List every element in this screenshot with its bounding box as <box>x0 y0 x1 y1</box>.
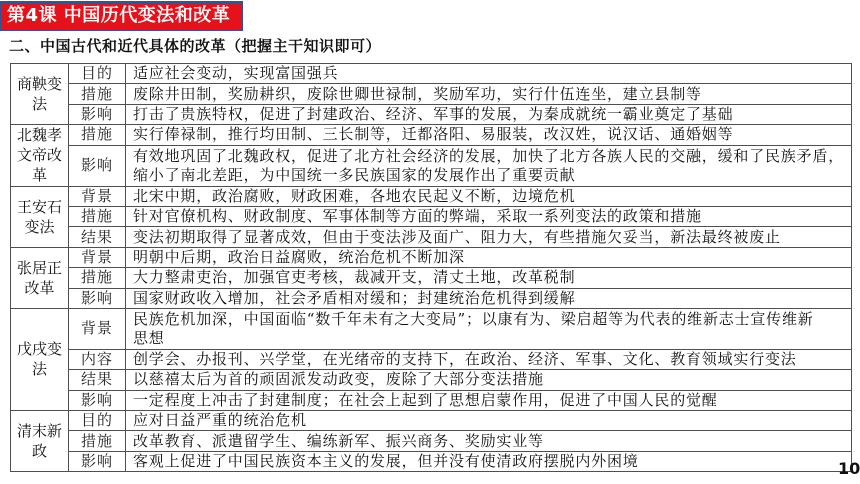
aspect-label: 影响 <box>69 451 126 471</box>
content-line: 缩小了南北差距，为中国统一多民族国家的发展作出了重要贡献 <box>133 165 576 184</box>
aspect-label: 措施 <box>69 84 126 104</box>
table-row <box>11 308 852 349</box>
table-row <box>11 370 852 390</box>
reform-name: 清末新政 <box>11 411 69 472</box>
table-row <box>11 227 852 247</box>
reform-table <box>10 63 852 472</box>
reform-name: 戊戌变法 <box>11 308 69 410</box>
aspect-content <box>126 186 852 206</box>
table-row <box>11 288 852 308</box>
aspect-label: 影响 <box>69 390 126 410</box>
table-row <box>11 390 852 410</box>
content-line: 思想 <box>133 328 165 347</box>
aspect-content <box>126 370 852 390</box>
content-line: 创学会、办报刊、兴学堂，在光绪帝的支持下，在政治、经济、军事、文化、教育领域实行变法 <box>133 350 797 369</box>
content-line: 针对官僚机构、财政制度、军事体制等方面的弊端，采取一系列变法的政策和措施 <box>133 207 702 226</box>
aspect-label: 内容 <box>69 349 126 369</box>
content-line: 实行俸禄制，推行均田制、三长制等，迁都洛阳、易服装，改汉姓，说汉话、通婚姻等 <box>133 125 734 144</box>
table-row <box>11 349 852 369</box>
aspect-label: 措施 <box>69 431 126 451</box>
table-row <box>11 431 852 451</box>
reform-name: 王安石变法 <box>11 186 69 247</box>
table-row <box>11 84 852 104</box>
aspect-label: 影响 <box>69 104 126 124</box>
table-row <box>11 104 852 124</box>
aspect-content <box>126 227 852 247</box>
table-row <box>11 451 852 471</box>
table-row <box>11 247 852 267</box>
lesson-title: 第4课 中国历代变法和改革 <box>0 1 243 31</box>
content-line: 变法初期取得了显著成效，但由于变法涉及面广、阻力大，有些措施欠妥当，新法最终被废止 <box>133 227 781 246</box>
content-line: 以慈禧太后为首的顽固派发动政变，废除了大部分变法措施 <box>133 370 544 389</box>
content-line: 打击了贵族特权，促进了封建政治、经济、军事的发展，为秦成就统一霸业奠定了基础 <box>133 104 734 123</box>
aspect-label: 目的 <box>69 64 126 84</box>
aspect-label: 影响 <box>69 145 126 186</box>
aspect-content <box>126 125 852 145</box>
content-line: 有效地巩固了北魏政权，促进了北方社会经济的发展，加快了北方各族人民的交融，缓和了民族矛盾， <box>133 146 845 165</box>
aspect-content <box>126 104 852 124</box>
table-row <box>11 145 852 186</box>
aspect-content <box>126 247 852 267</box>
content-line: 大力整肃吏治，加强官吏考核，裁减开支，清丈土地，改革税制 <box>133 268 576 287</box>
table-row <box>11 64 852 84</box>
aspect-label: 结果 <box>69 370 126 390</box>
reform-name: 北魏孝文帝改革 <box>11 125 69 186</box>
table-row <box>11 411 852 431</box>
page-number: 10 <box>838 459 860 478</box>
content-line: 一定程度上冲击了封建制度；在社会上起到了思想启蒙作用，促进了中国人民的觉醒 <box>133 390 718 409</box>
aspect-label: 背景 <box>69 308 126 349</box>
content-line: 民族危机加深，中国面临“数千年未有之大变局”；以康有为、梁启超等为代表的维新志士宣传维新 <box>133 309 814 328</box>
section-heading: 二、中国古代和近代具体的改革（把握主干知识即可） <box>9 37 382 55</box>
aspect-content <box>126 451 852 471</box>
aspect-label: 背景 <box>69 247 126 267</box>
reform-name: 张居正改革 <box>11 247 69 308</box>
table-row <box>11 206 852 226</box>
content-line: 废除井田制，奖励耕织，废除世卿世禄制，奖励军功，实行什伍连坐，建立县制等 <box>133 84 702 103</box>
aspect-content <box>126 206 852 226</box>
content-line: 国家财政收入增加，社会矛盾相对缓和；封建统治危机得到缓解 <box>133 288 576 307</box>
aspect-content <box>126 288 852 308</box>
aspect-content <box>126 308 852 349</box>
reform-name: 商鞅变法 <box>11 64 69 125</box>
aspect-label: 措施 <box>69 206 126 226</box>
content-line: 应对日益严重的统治危机 <box>133 411 307 430</box>
aspect-label: 结果 <box>69 227 126 247</box>
table-row <box>11 268 852 288</box>
aspect-content <box>126 64 852 84</box>
aspect-content <box>126 84 852 104</box>
content-line: 适应社会变动，实现富国强兵 <box>133 64 339 83</box>
aspect-content <box>126 145 852 186</box>
aspect-label: 背景 <box>69 186 126 206</box>
aspect-label: 措施 <box>69 268 126 288</box>
aspect-label: 措施 <box>69 125 126 145</box>
aspect-content <box>126 349 852 369</box>
aspect-content <box>126 268 852 288</box>
aspect-content <box>126 411 852 431</box>
table-row <box>11 125 852 145</box>
content-line: 北宋中期，政治腐败，财政困难，各地农民起义不断，边境危机 <box>133 186 576 205</box>
table-row <box>11 186 852 206</box>
aspect-label: 目的 <box>69 411 126 431</box>
content-line: 明朝中后期，政治日益腐败，统治危机不断加深 <box>133 247 465 266</box>
aspect-content <box>126 390 852 410</box>
content-line: 客观上促进了中国民族资本主义的发展，但并没有使清政府摆脱内外困境 <box>133 452 639 471</box>
aspect-content <box>126 431 852 451</box>
aspect-label: 影响 <box>69 288 126 308</box>
content-line: 改革教育、派遣留学生、编练新军、振兴商务、奖励实业等 <box>133 431 544 450</box>
